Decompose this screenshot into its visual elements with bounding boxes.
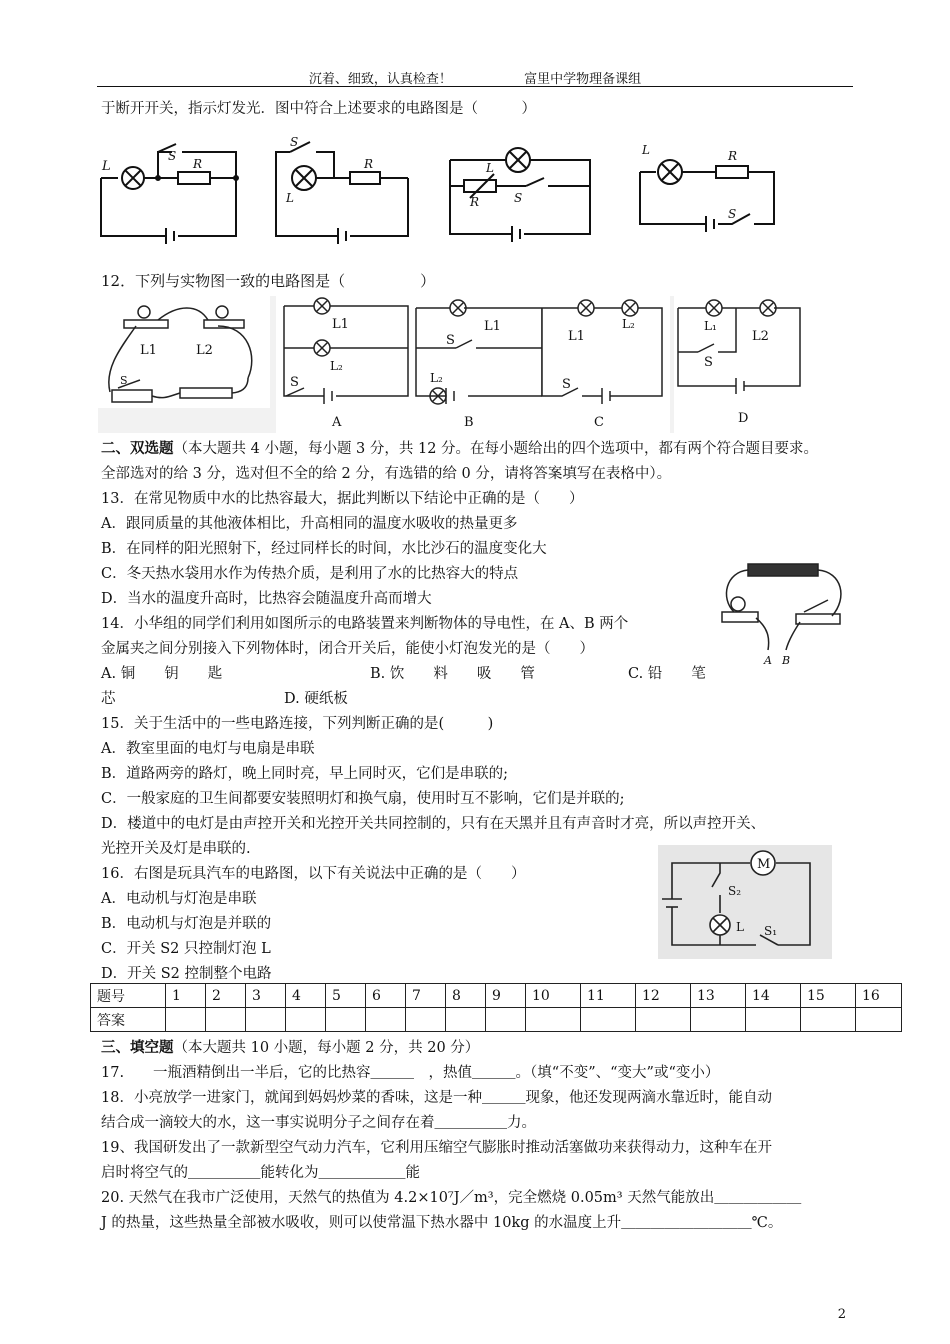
section2-heading [101, 437, 818, 458]
svg-text:C: C [594, 415, 604, 430]
answer-cell[interactable] [746, 1008, 801, 1032]
q16-circuit-figure [658, 845, 832, 959]
answer-table [90, 983, 902, 1032]
table-cell: 11 [581, 984, 636, 1008]
q15-option-a: A．教室里面的电灯与电扇是串联 [101, 741, 315, 757]
svg-text:L: L [736, 920, 744, 934]
q12-physical-diagram [98, 296, 270, 408]
table-cell: 1 [166, 984, 206, 1008]
svg-text:L1: L1 [140, 343, 157, 358]
answer-table-header-row [91, 984, 902, 1008]
svg-text:S: S [290, 135, 299, 149]
q13-option-d: D．当水的温度升高时，比热容会随温度升高而增大 [101, 591, 432, 607]
table-cell: 14 [746, 984, 801, 1008]
q20-line-1: 20. 天然气在我市广泛使用，天然气的热值为 4.2×10⁷J／m³，完全燃烧 0.05m³ 天然气能放出＿＿＿＿＿＿ [101, 1190, 802, 1206]
q18-line-1: 18．小亮放学一进家门，就闻到妈妈炒菜的香味，这是一种＿＿＿现象，他还发现两滴水靠近时，能自动 [101, 1090, 772, 1106]
svg-text:L₂: L₂ [330, 359, 343, 373]
q19-line-2: 启时将空气的＿＿＿＿＿能转化为＿＿＿＿＿＿能 [101, 1165, 420, 1181]
table-cell: 5 [326, 984, 366, 1008]
svg-text:B: B [464, 415, 474, 430]
answer-cell[interactable] [446, 1008, 486, 1032]
answer-cell[interactable] [366, 1008, 406, 1032]
table-cell: 9 [486, 984, 526, 1008]
answer-table-answer-row [91, 1008, 902, 1032]
answer-cell[interactable] [856, 1008, 902, 1032]
q11-circuit-2 [276, 135, 408, 244]
svg-text:L2: L2 [752, 329, 769, 344]
page-header [0, 68, 950, 87]
q16-option-a: A．电动机与灯泡是串联 [101, 891, 257, 907]
section2-desc-2: 全部选对的给 3 分，选对但不全的给 2 分，有选错的给 0 分，请将答案填写在表格中）。 [101, 466, 672, 482]
answer-table-label-answer: 答案 [91, 1008, 166, 1032]
q15-option-c: C．一般家庭的卫生间都要安装照明灯和换气扇，使用时互不影响，它们是并联的; [101, 791, 625, 807]
answer-cell[interactable] [801, 1008, 856, 1032]
svg-text:B: B [782, 654, 791, 667]
q15-option-d-1: D．楼道中的电灯是由声控开关和光控开关共同控制的，只有在天黑并且有声音时才亮，所以声控开关、 [101, 816, 766, 832]
svg-text:R: R [193, 157, 203, 171]
q14-option-c-cont: 芯 [101, 691, 116, 707]
svg-text:L1: L1 [332, 317, 349, 332]
svg-text:L2: L2 [196, 343, 213, 358]
answer-cell[interactable] [326, 1008, 366, 1032]
q14-option-d: D. 硬纸板 [284, 691, 348, 707]
svg-text:M: M [757, 857, 771, 872]
answer-cell[interactable] [486, 1008, 526, 1032]
q16-option-b: B．电动机与灯泡是并联的 [101, 916, 272, 932]
svg-text:S: S [290, 375, 299, 390]
q14-option-a: A. 铜 钥 匙 [101, 666, 223, 682]
svg-text:S₂: S₂ [728, 884, 742, 898]
svg-text:L1: L1 [484, 319, 501, 334]
q11-tail: 于断开开关，指示灯发光．图中符合上述要求的电路图是（ ） [101, 101, 536, 117]
answer-cell[interactable] [526, 1008, 581, 1032]
svg-text:A: A [764, 654, 772, 667]
q16-option-d: D．开关 S2 控制整个电路 [101, 966, 272, 982]
svg-text:S: S [120, 374, 128, 387]
table-cell: 3 [246, 984, 286, 1008]
q14-option-c: C. 铅 笔 [628, 666, 706, 682]
svg-text:S: S [728, 207, 737, 221]
q15-option-b: B．道路两旁的路灯，晚上同时亮，早上同时灭，它们是串联的; [101, 766, 509, 782]
table-cell: 6 [366, 984, 406, 1008]
q15-stem: 15．关于生活中的一些电路连接，下列判断正确的是( ) [101, 716, 494, 732]
page-number: 2 [837, 1307, 846, 1322]
svg-text:R: R [728, 149, 738, 163]
q13-option-b: B．在同样的阳光照射下，经过同样长的时间，水比沙石的温度变化大 [101, 541, 547, 557]
svg-text:S: S [562, 377, 571, 392]
q13-stem: 13．在常见物质中水的比热容最大，据此判断以下结论中正确的是（ ） [101, 491, 584, 507]
q14-stem-2: 金属夹之间分别接入下列物体时，闭合开关后，能使小灯泡发光的是（ ） [101, 641, 594, 657]
answer-cell[interactable] [691, 1008, 746, 1032]
q12-option-a [276, 296, 426, 433]
answer-cell[interactable] [636, 1008, 691, 1032]
header-motto: 沉着、细致，认真检查！ [308, 72, 452, 87]
table-cell: 12 [636, 984, 691, 1008]
q17: 17. 一瓶酒精倒出一半后，它的比热容＿＿＿ ，热值＿＿＿。（填“不变”、“变大”或“变小） [101, 1065, 720, 1081]
q12-option-c [542, 296, 670, 433]
svg-text:L: L [486, 161, 494, 175]
svg-text:L: L [642, 143, 650, 157]
table-cell: 10 [526, 984, 581, 1008]
q19-line-1: 19、我国研发出了一款新型空气动力汽车，它利用压缩空气膨胀时推动活塞做功来获得动力，这种车在开 [101, 1140, 772, 1156]
section3-desc: （本大题共 10 小题，每小题 2 分，共 20 分） [173, 1040, 480, 1056]
svg-text:L1: L1 [568, 329, 585, 344]
q16-option-c: C．开关 S2 只控制灯泡 L [101, 941, 271, 957]
answer-cell[interactable] [406, 1008, 446, 1032]
svg-text:L: L [286, 191, 294, 205]
q11-circuit-figures [96, 135, 786, 248]
q12-figures [98, 296, 812, 433]
q20-line-2: J 的热量，这些热量全部被水吸收，则可以使常温下热水器中 10kg 的水温度上升＿＿＿＿＿＿＿＿＿℃。 [101, 1215, 783, 1231]
answer-cell[interactable] [246, 1008, 286, 1032]
q16-stem: 16．右图是玩具汽车的电路图，以下有关说法中正确的是（ ） [101, 866, 526, 882]
table-cell: 8 [446, 984, 486, 1008]
svg-text:D: D [738, 411, 749, 426]
table-cell: 16 [856, 984, 902, 1008]
svg-text:A: A [332, 415, 342, 430]
answer-cell[interactable] [581, 1008, 636, 1032]
svg-text:L₂: L₂ [430, 371, 443, 385]
section3-title: 三、填空题 [101, 1039, 174, 1056]
svg-text:R: R [364, 157, 374, 171]
svg-text:R: R [470, 195, 480, 209]
svg-text:L₂: L₂ [622, 317, 635, 331]
q11-circuit-1 [101, 144, 238, 244]
q13-option-c: C．冬天热水袋用水作为传热介质，是利用了水的比热容大的特点 [101, 566, 519, 582]
q12-option-d [674, 296, 812, 433]
svg-text:S₁: S₁ [764, 924, 778, 938]
header-group: 富里中学物理备课组 [524, 72, 642, 87]
q14-option-b: B. 饮 料 吸 管 [370, 666, 535, 682]
answer-cell[interactable] [206, 1008, 246, 1032]
svg-text:S: S [446, 333, 455, 348]
answer-cell[interactable] [166, 1008, 206, 1032]
q12-stem: 12．下列与实物图一致的电路图是（ ） [101, 272, 436, 290]
q15-option-d-2: 光控开关及灯是串联的. [101, 841, 251, 857]
table-cell: 15 [801, 984, 856, 1008]
svg-text:S: S [168, 149, 177, 163]
section3-heading [101, 1036, 479, 1057]
table-cell: 7 [406, 984, 446, 1008]
q11-circuit-3 [450, 148, 590, 242]
section2-title: 二、双选题 [101, 440, 174, 457]
answer-cell[interactable] [286, 1008, 326, 1032]
svg-text:S: S [514, 191, 523, 205]
table-cell: 2 [206, 984, 246, 1008]
q14-stem-1: 14．小华组的同学们利用如图所示的电路装置来判断物体的导电性，在 A、B 两个 [101, 616, 629, 632]
q12-option-b [416, 296, 548, 433]
q13-option-a: A．跟同质量的其他液体相比，升高相同的温度水吸收的热量更多 [101, 516, 518, 532]
section2-desc: （本大题共 4 小题，每小题 3 分，共 12 分。在每小题给出的四个选项中，都有两个符合题目要求。 [173, 441, 819, 457]
svg-text:S: S [704, 355, 713, 370]
table-cell: 13 [691, 984, 746, 1008]
svg-text:L₁: L₁ [704, 319, 717, 333]
header-rule [97, 86, 853, 87]
table-cell: 4 [286, 984, 326, 1008]
svg-text:L: L [102, 159, 111, 174]
q14-apparatus-figure [712, 558, 852, 672]
q11-circuit-4 [640, 143, 774, 232]
answer-table-label-number: 题号 [91, 984, 166, 1008]
q18-line-2: 结合成一滴较大的水，这一事实说明分子之间存在着＿＿＿＿＿力。 [101, 1115, 536, 1131]
